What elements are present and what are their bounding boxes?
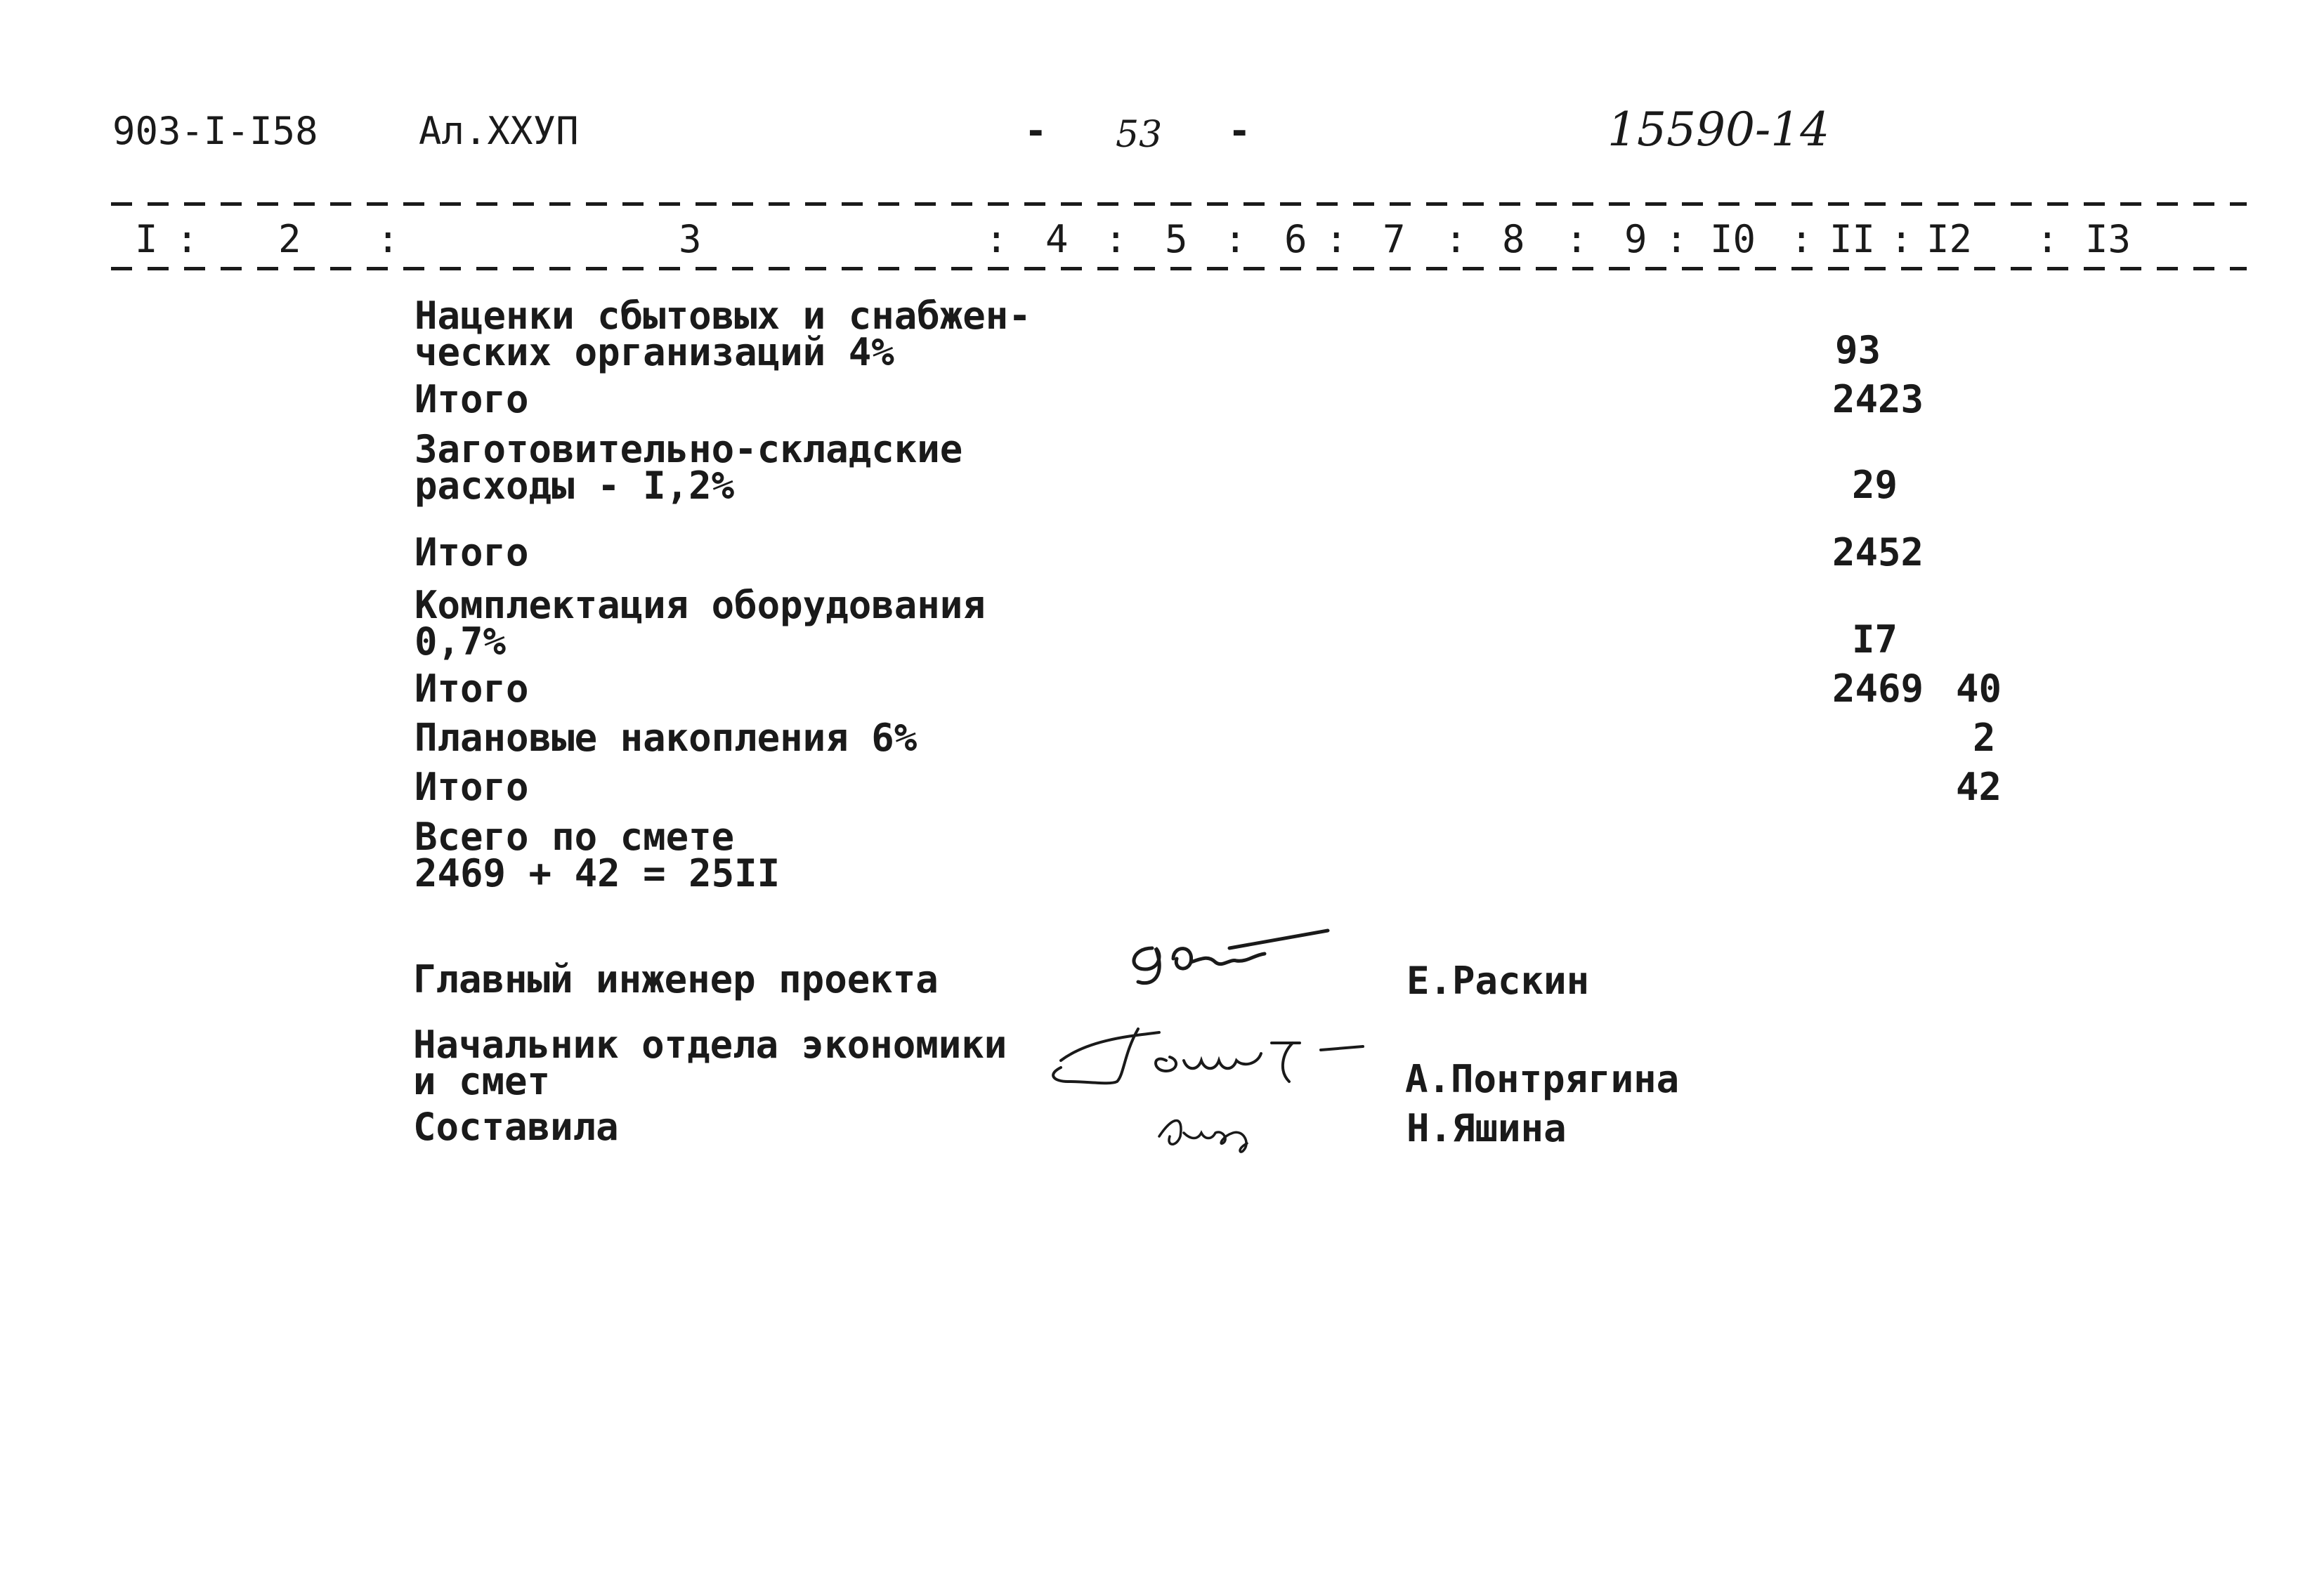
signatory-role: Составила [413,1105,619,1149]
row-value-col11: 2469 [1832,666,1924,711]
column-separator: : [176,217,199,261]
row-value-col12: 40 [1956,666,2002,711]
row-label: Итого [414,666,529,711]
album-number: Ал.ХХУП [419,109,579,153]
row-value-col12: 2 [1973,716,1996,760]
column-number: 7 [1383,217,1406,261]
signatory-name: А.Понтрягина [1405,1057,1680,1101]
row-label: Комплектация оборудования 0,7% [414,583,986,664]
column-number: I0 [1710,217,1756,261]
column-separator: : [377,217,400,261]
column-separator: : [1104,217,1128,261]
column-number: 8 [1502,217,1525,261]
page-dash-left: - [1024,109,1047,153]
column-separator: : [985,217,1008,261]
column-number: 9 [1624,217,1647,261]
signatory-name: Е.Раскин [1406,959,1590,1003]
column-number: 6 [1284,217,1307,261]
signature-chief-engineer [1124,927,1335,990]
inventory-number: 15590-14 [1607,103,1830,157]
page-number: 53 [1116,114,1163,156]
column-number: II [1829,217,1876,261]
column-separator: : [1224,217,1247,261]
row-label: Заготовительно-складские расходы - I,2% [414,427,963,508]
signatory-role: Главный инженер проекта [413,957,939,1002]
row-value-col11: 29 [1852,463,1898,507]
column-separator: : [1565,217,1588,261]
row-value-col11: 2423 [1832,377,1924,421]
column-header-bottom-rule [111,267,2247,270]
document-code: 903-I-I58 [112,109,318,153]
column-separator: : [1890,217,1913,261]
column-number: I2 [1926,217,1973,261]
row-value-col11: 93 [1835,328,1881,372]
row-label: Наценки сбытовых и снабжен- ческих организаций 4% [414,294,1031,374]
row-label: Итого [414,377,529,421]
row-label: Плановые накопления 6% [414,716,918,760]
column-number: 5 [1165,217,1188,261]
row-value-col12: 42 [1956,765,2002,809]
column-number: 3 [679,217,702,261]
column-separator: : [1444,217,1468,261]
row-value-col11: 2452 [1832,530,1924,574]
signatory-role: Начальник отдела экономики и смет [413,1023,1007,1103]
signature-head-economics [1047,1011,1370,1096]
row-label: Всего по смете 2469 + 42 = 25II [414,815,781,895]
signatory-name: Н.Яшина [1406,1106,1567,1150]
column-separator: : [1325,217,1348,261]
column-separator: : [1790,217,1813,261]
column-number: I [135,217,158,261]
page-dash-right: - [1228,109,1251,153]
column-separator: : [1665,217,1688,261]
column-header-top-rule [111,202,2247,206]
column-number: I3 [2085,217,2132,261]
row-label: Итого [414,530,529,574]
signature-compiler [1152,1108,1272,1157]
column-number: 4 [1045,217,1069,261]
row-label: Итого [414,765,529,809]
column-separator: : [2036,217,2059,261]
column-number: 2 [278,217,301,261]
row-value-col11: I7 [1852,617,1898,662]
